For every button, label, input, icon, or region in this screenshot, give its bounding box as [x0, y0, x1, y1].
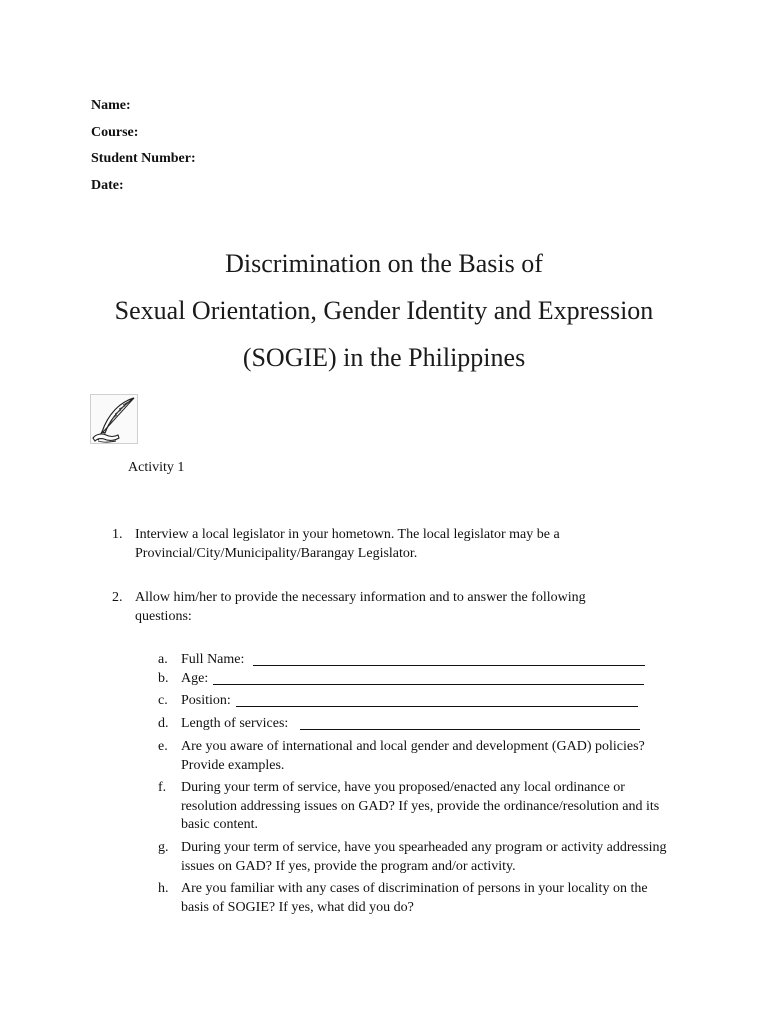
title-line-1: Discrimination on the Basis of [225, 249, 543, 278]
full-name-blank[interactable] [253, 665, 645, 666]
sub-question-letter: c. [158, 693, 168, 708]
quill-pen-icon [90, 394, 138, 444]
sub-question-text: Are you aware of international and local gender and development (GAD) policies? Provide examples. [181, 739, 645, 773]
sub-question-letter: b. [158, 671, 169, 686]
sub-question-letter: g. [158, 840, 169, 855]
question-number: 1. [112, 527, 123, 542]
sub-question-text: Position: [181, 693, 231, 708]
sub-question-text: Length of services: [181, 716, 289, 731]
document-title [0, 240, 768, 381]
student-number-label: Student Number: [91, 151, 196, 167]
date-label: Date: [91, 177, 124, 193]
sub-question-text: Age: [181, 671, 209, 686]
sub-question-letter: h. [158, 881, 169, 896]
question-text: Interview a local legislator in your hometown. The local legislator may be a Provincial/City/Municipality/Barangay Legislator. [135, 527, 560, 561]
sub-question-letter: e. [158, 739, 168, 754]
position-blank[interactable] [236, 706, 638, 707]
name-label: Name: [91, 98, 131, 113]
title-line-3: (SOGIE) in the Philippines [242, 343, 526, 372]
sub-question-text: Full Name: [181, 652, 245, 667]
length-of-services-blank[interactable] [300, 729, 640, 730]
question-number: 2. [112, 590, 123, 605]
course-label: Course: [91, 124, 139, 140]
sub-question-text: During your term of service, have you proposed/enacted any local ordinance or resolution addressing issues on GAD? If yes, provide the ordinance/resolution and its basic content. [181, 780, 660, 833]
student-info-fields [91, 96, 196, 202]
question-text: Allow him/her to provide the necessary information and to answer the following questions: [135, 590, 586, 624]
sub-question-text: Are you familiar with any cases of discrimination of persons in your locality on the basis of SOGIE? If yes, what did you do? [181, 881, 648, 915]
title-line-2: Sexual Orientation, Gender Identity and Expression [114, 296, 654, 325]
age-blank[interactable] [213, 684, 644, 685]
sub-question-letter: f. [158, 780, 167, 795]
sub-question-text: During your term of service, have you spearheaded any program or activity addressing issues on GAD? If yes, provide the program and/or activity. [181, 840, 667, 874]
activity-label: Activity 1 [128, 460, 185, 475]
sub-question-letter: d. [158, 716, 169, 731]
sub-question-letter: a. [158, 652, 168, 667]
